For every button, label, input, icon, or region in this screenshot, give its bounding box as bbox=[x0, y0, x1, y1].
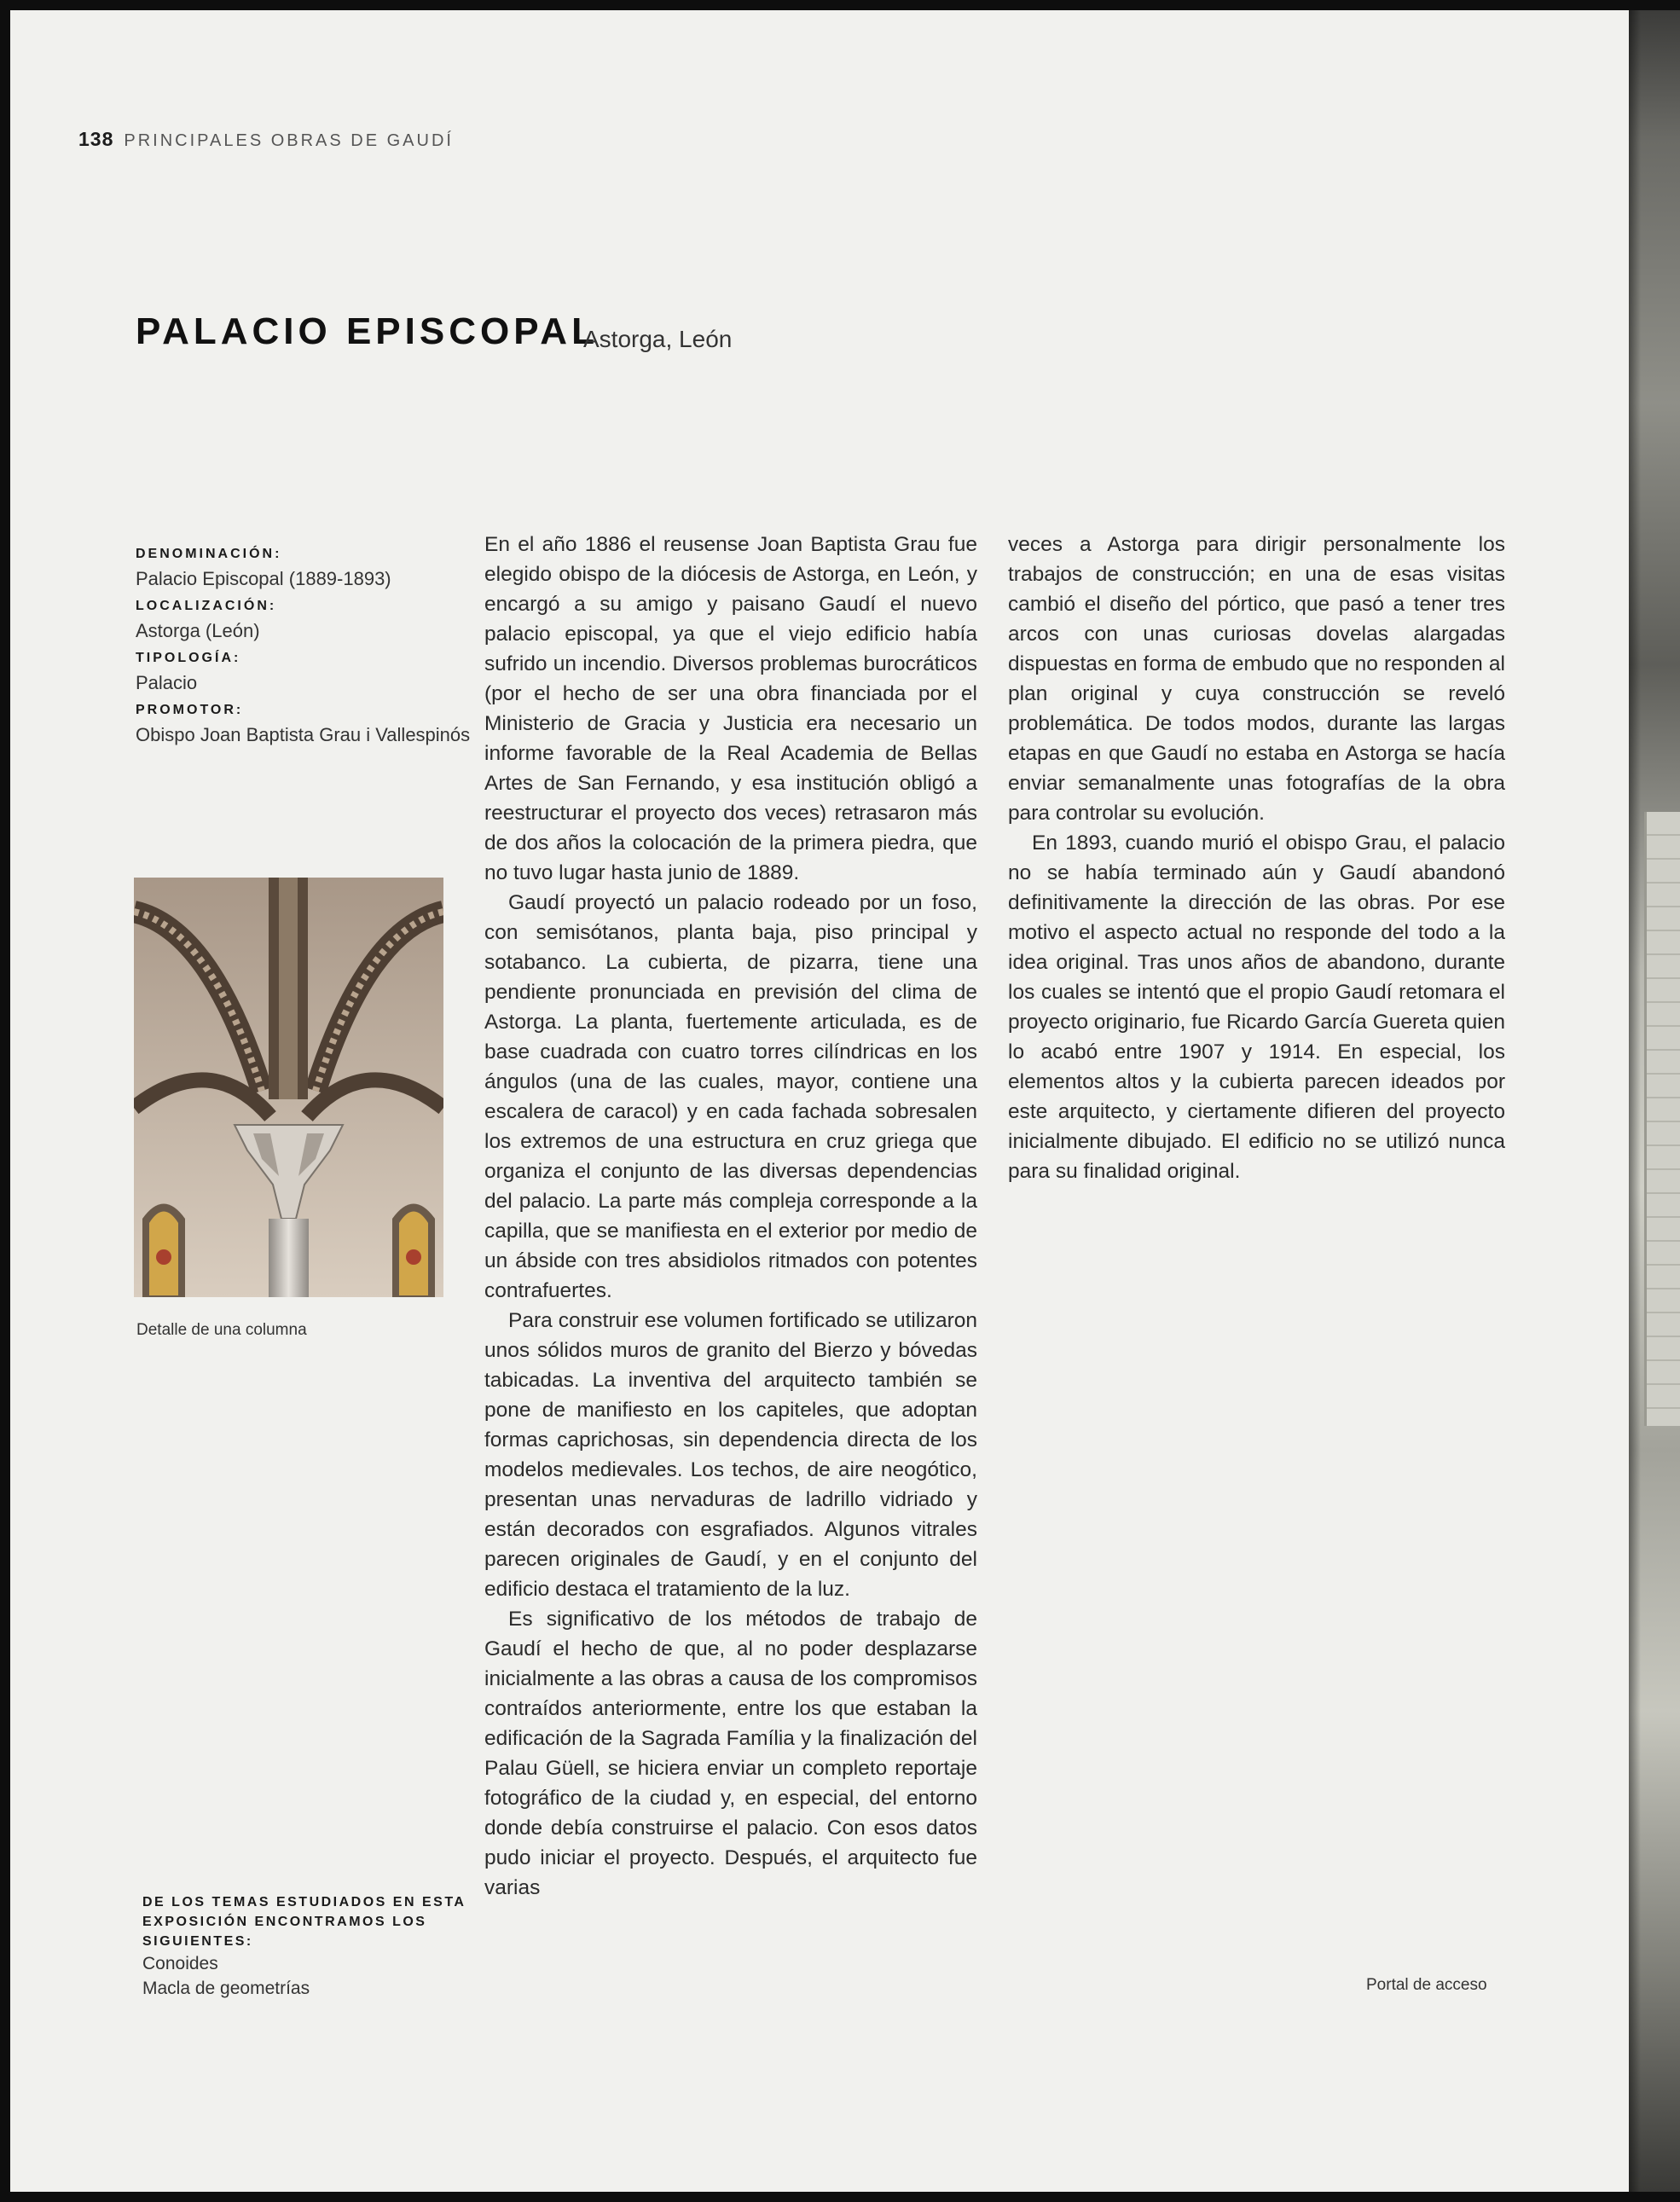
page-number: 138 bbox=[78, 128, 114, 150]
spec-label-denominacion: DENOMINACIÓN: bbox=[136, 547, 282, 561]
paragraph: Es significativo de los métodos de trabajo de Gaudí el hecho de que, al no poder desplazarse inicialmente a las obras a causa de los compromisos contraídos anteriormente, entre los que estaban la edificación de la Sagrada Família y la finalización del Palau Güell, se hiciera enviar un completo reportaje fotográfico de la ciudad y, en especial, del entorno donde debía construirse el palacio. Con esos datos pudo iniciar el proyecto. Después, el arquitecto fue varias bbox=[484, 1608, 977, 1899]
paragraph: Para construir ese volumen fortificado se utilizaron unos sólidos muros de granito del Bierzo y bóvedas tabicadas. La inventiva del arquitecto también se pone de manifiesto en los capiteles, que adoptan formas caprichosas, sin dependencia directa de los modelos medievales. Los techos, de aire neogótico, presentan unas nervaduras de ladrillo vidriado y están decorados con esgrafiados. Algunos vitrales parecen originales de Gaudí, y en el conjunto del edificio destaca el tratamiento de la luz. bbox=[484, 1309, 977, 1601]
facing-page-photo-edge bbox=[1629, 10, 1680, 2192]
tower-wall-fragment bbox=[1644, 812, 1680, 1426]
column-capital-illustration bbox=[134, 878, 443, 1297]
portal-caption: Portal de acceso bbox=[1366, 1976, 1487, 1994]
spec-list bbox=[136, 541, 477, 749]
topic-item: Macla de geometrías bbox=[142, 1979, 310, 1998]
running-title: PRINCIPALES OBRAS DE GAUDÍ bbox=[124, 131, 454, 150]
spec-value-localizacion: Astorga (León) bbox=[136, 620, 260, 641]
page-title: PALACIO EPISCOPAL bbox=[136, 310, 599, 352]
topic-item: Conoides bbox=[142, 1954, 218, 1973]
topics-label: DE LOS TEMAS ESTUDIADOS EN ESTA EXPOSICIÓN ENCONTRAMOS LOS SIGUIENTES: bbox=[142, 1895, 466, 1949]
book-page bbox=[10, 10, 1629, 2192]
spec-label-tipologia: TIPOLOGÍA: bbox=[136, 651, 241, 665]
spec-label-localizacion: LOCALIZACIÓN: bbox=[136, 599, 277, 613]
topics-box bbox=[142, 1892, 484, 2001]
page-gutter-shadow bbox=[1629, 10, 1641, 2192]
paragraph: En el año 1886 el reusense Joan Baptista Grau fue elegido obispo de la diócesis de Astorga, en León, y encargó a su amigo y paisano Gaudí el nuevo palacio episcopal, ya que el viejo edificio había sufrido un incendio. Diversos problemas burocráticos (por el hecho de ser una obra financiada por el Ministerio de Gracia y Justicia era necesario un informe favorable de la Real Academia de Bellas Artes de San Fernando, y esa institución obligó a reestructurar el proyecto dos veces) retrasaron más de dos años la colocación de la primera piedra, que no tuvo lugar hasta junio de 1889. bbox=[484, 533, 977, 884]
body-column-2 bbox=[1008, 530, 1505, 1186]
spec-label-promotor: PROMOTOR: bbox=[136, 703, 244, 717]
spec-value-denominacion: Palacio Episcopal (1889-1893) bbox=[136, 568, 391, 589]
spec-value-tipologia: Palacio bbox=[136, 672, 198, 693]
column-detail-photo bbox=[134, 878, 443, 1297]
paragraph: Gaudí proyectó un palacio rodeado por un foso, con semisótanos, planta baja, piso principal y sotabanco. La cubierta, de pizarra, tiene una pendiente pronunciada en previsión del clima de Astorga. La planta, fuertemente articulada, es de base cuadrada con cuatro torres cilíndricas en los ángulos (una de las cuales, mayor, contiene una escalera de caracol) y en cada fachada sobresalen los extremos de una estructura en cruz griega que organiza el conjunto de las diversas dependencias del palacio. La parte más compleja corresponde a la capilla, que se manifiesta en el exterior por medio de un ábside con tres absidiolos ritmados con potentes contrafuertes. bbox=[484, 891, 977, 1302]
body-column-1 bbox=[484, 530, 977, 1903]
paragraph: En 1893, cuando murió el obispo Grau, el palacio no se había terminado aún y Gaudí abandonó definitivamente la dirección de las obras. Por ese motivo el aspecto actual no responde del todo a la idea original. Tras unos años de abandono, durante los cuales se intentó que el propio Gaudí retomara el proyecto originario, fue Ricardo García Guereta quien lo acabó entre 1907 y 1914. En especial, los elementos altos y la cubierta parecen ideados por este arquitecto, y ciertamente difieren del proyecto inicialmente dibujado. El edificio no se utilizó nunca para su finalidad original. bbox=[1008, 832, 1505, 1183]
photo-caption: Detalle de una columna bbox=[136, 1321, 307, 1339]
page-subtitle: Astorga, León bbox=[583, 326, 733, 352]
spec-value-promotor: Obispo Joan Baptista Grau i Vallespinós bbox=[136, 724, 471, 745]
paragraph: veces a Astorga para dirigir personalmente los trabajos de construcción; en una de esas visitas cambió el diseño del pórtico, que pasó a tener tres arcos con unas curiosas dovelas alargadas dispuestas en forma de embudo que no responden al plan original y cuya construcción se reveló problemática. De todos modos, durante las largas etapas en que Gaudí no estaba en Astorga se hacía enviar semanalmente unas fotografías de la obra para controlar su evolución. bbox=[1008, 533, 1505, 825]
running-header bbox=[78, 128, 454, 151]
